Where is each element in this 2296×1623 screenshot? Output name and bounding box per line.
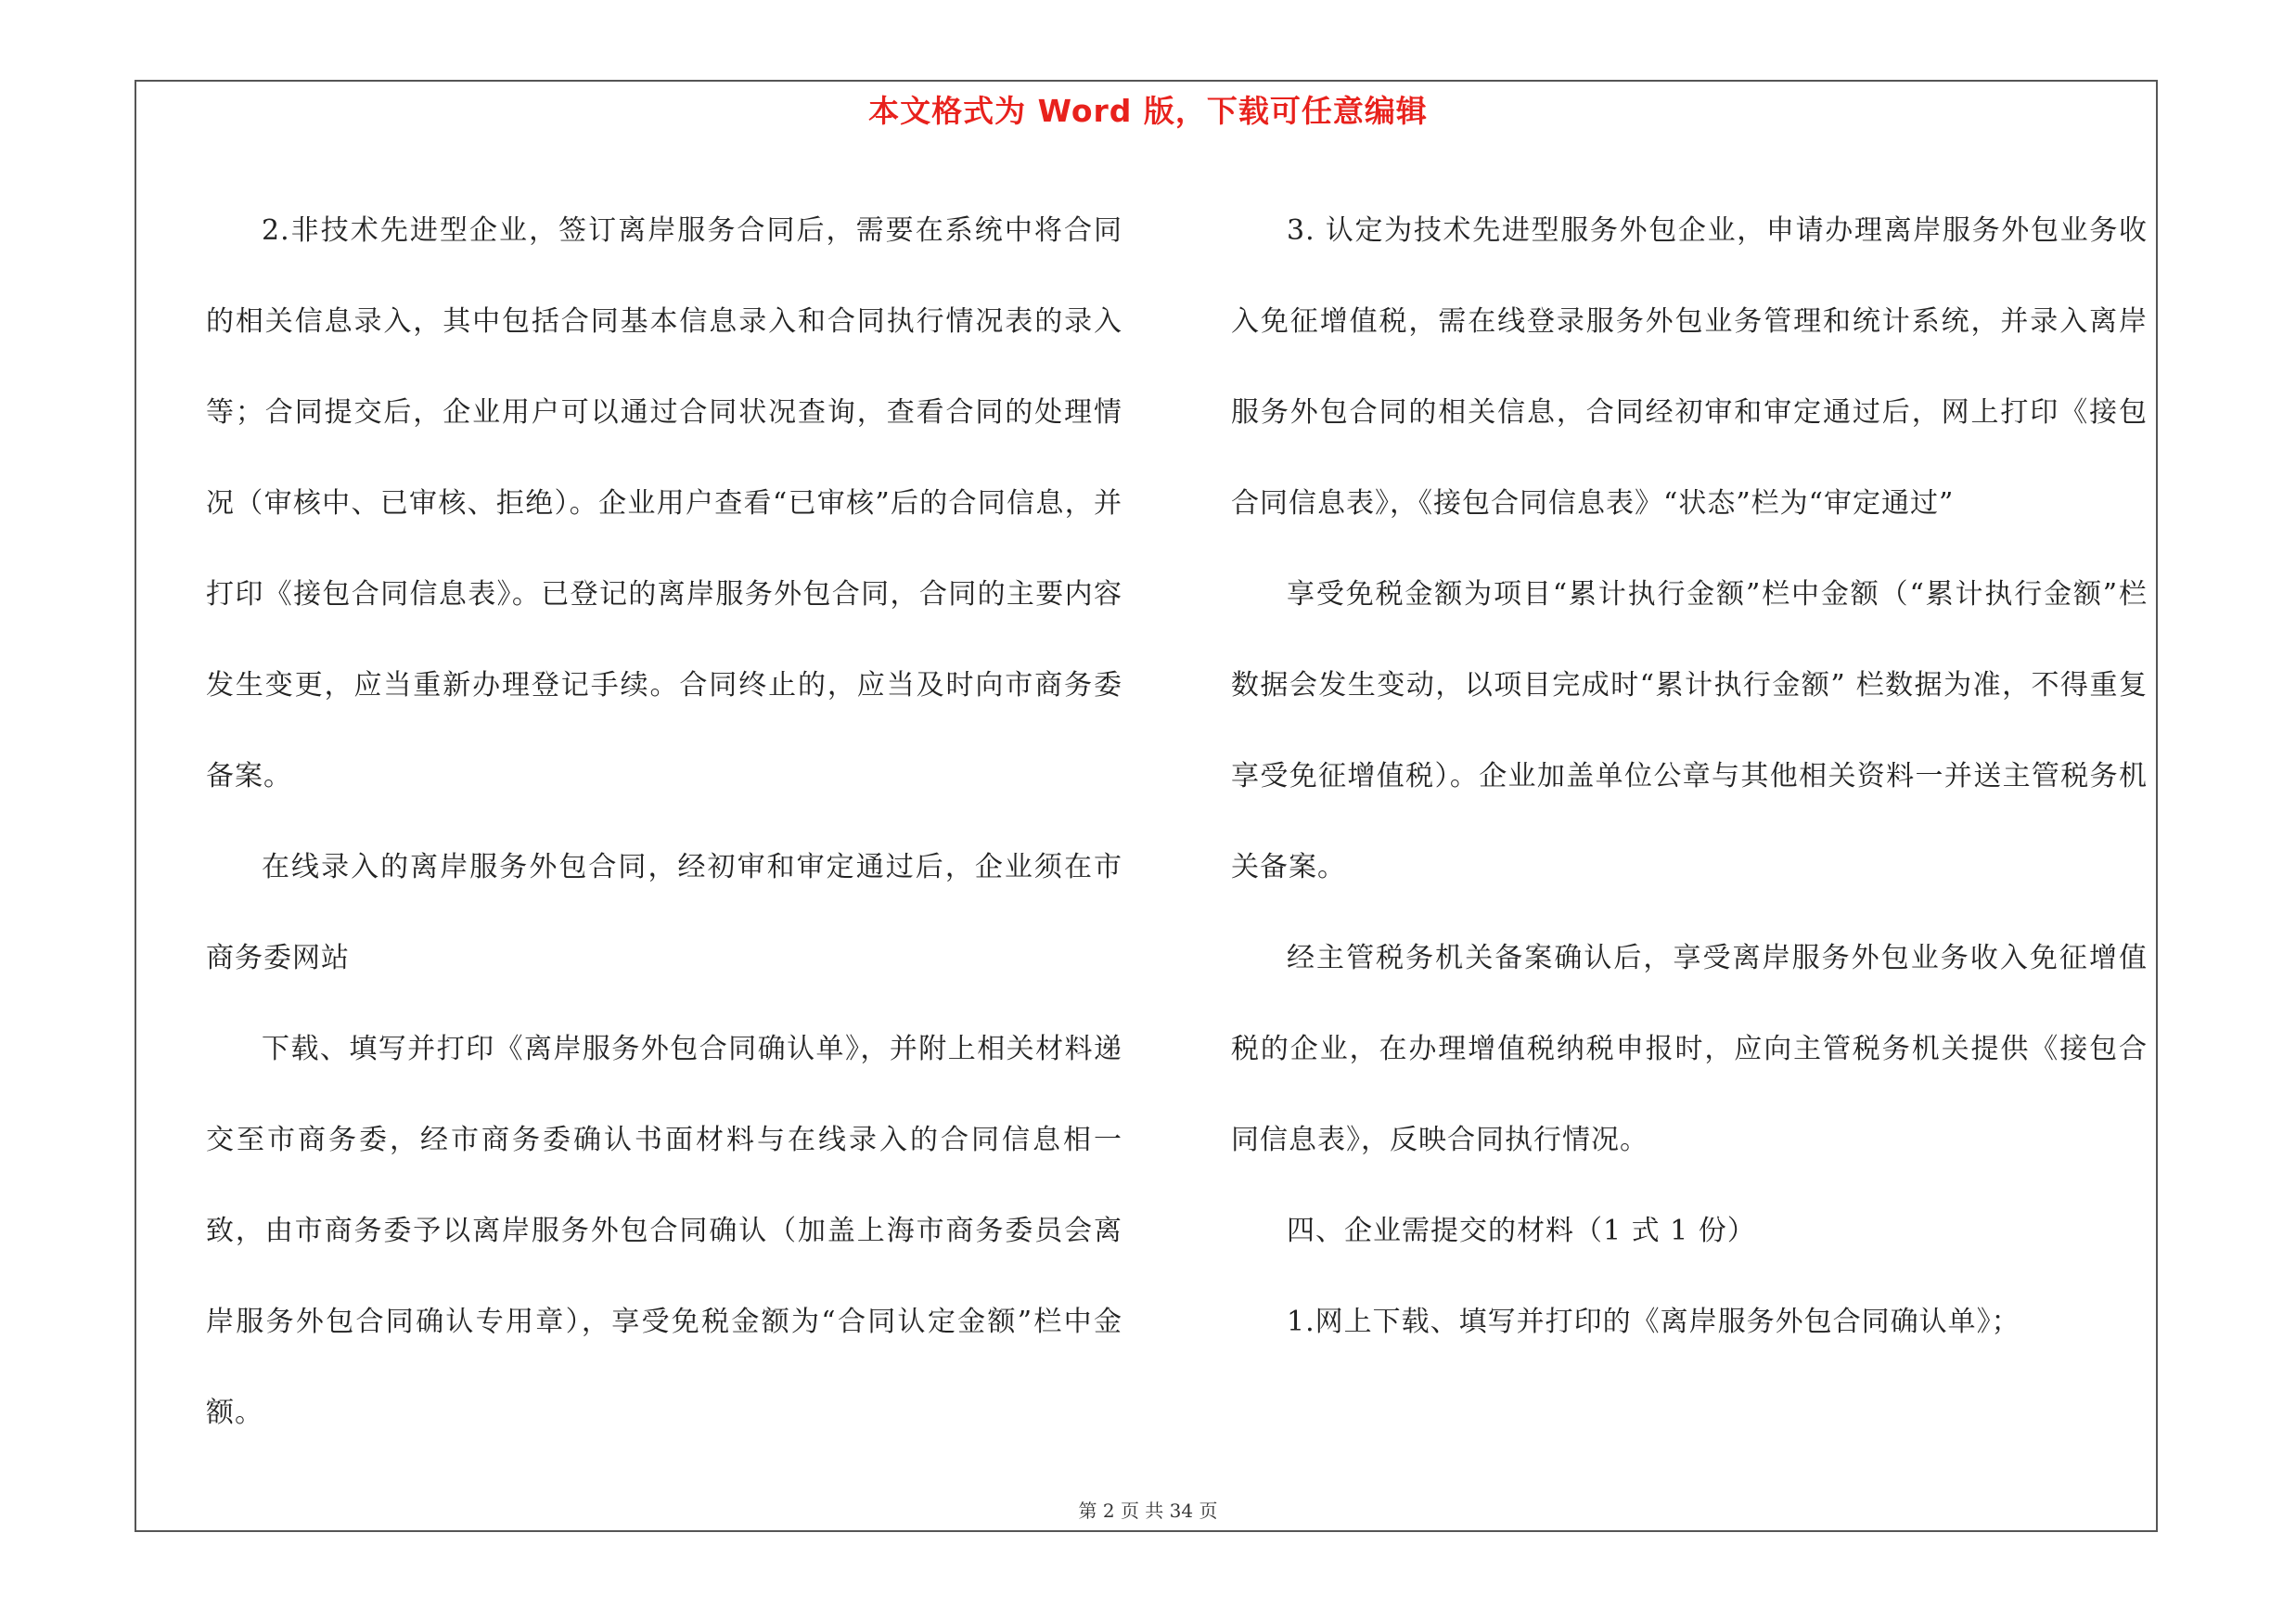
paragraph: 享受免税金额为项目“累计执行金额”栏中金额（“累计执行金额”栏数据会发生变动，以项目完成时“累计执行金额” 栏数据为准，不得重复享受免征增值税）。企业加盖单位公章与其他相关资料一并送主管税务机关备案。 <box>1231 578 2148 883</box>
paragraph: 1.网上下载、填写并打印的《离岸服务外包合同确认单》； <box>1287 1306 2020 1338</box>
page-number: 第 2 页 共 34 页 <box>1078 1500 1218 1522</box>
paragraph: 经主管税务机关备案确认后，享受离岸服务外包业务收入免征增值税的企业，在办理增值税纳税申报时，应向主管税务机关提供《接包合同信息表》，反映合同执行情况。 <box>1231 942 2148 1156</box>
paragraph: 2.非技术先进型企业，签订离岸服务合同后，需要在系统中将合同的相关信息录入，其中包括合同基本信息录入和合同执行情况表的录入等；合同提交后，企业用户可以通过合同状况查询，查看合同的处理情况（审核中、已审核、拒绝）。企业用户查看“已审核”后的合同信息，并打印《接包合同信息表》。已登记的离岸服务外包合同，合同的主要内容发生变更，应当重新办理登记手续。合同终止的，应当及时向市商务委备案。 <box>206 214 1122 792</box>
paragraph: 3. 认定为技术先进型服务外包企业，申请办理离岸服务外包业务收入免征增值税，需在线登录服务外包业务管理和统计系统，并录入离岸服务外包合同的相关信息，合同经初审和审定通过后，网上打印《接包合同信息表》，《接包合同信息表》“状态”栏为“审定通过” <box>1231 214 2148 520</box>
paragraph: 在线录入的离岸服务外包合同，经初审和审定通过后，企业须在市商务委网站 <box>206 851 1122 974</box>
left-column <box>206 186 1122 1459</box>
paragraph: 四、企业需提交的材料（1 式 1 份） <box>1287 1215 1756 1247</box>
paragraph: 下载、填写并打印《离岸服务外包合同确认单》，并附上相关材料递交至市商务委，经市商务委确认书面材料与在线录入的合同信息相一致，由市商务委予以离岸服务外包合同确认（加盖上海市商务委员会离岸服务外包合同确认专用章），享受免税金额为“合同认定金额”栏中金额。 <box>206 1033 1122 1429</box>
format-banner: 本文格式为 Word 版，下载可任意编辑 <box>868 93 1428 129</box>
right-column <box>1231 186 2148 1368</box>
